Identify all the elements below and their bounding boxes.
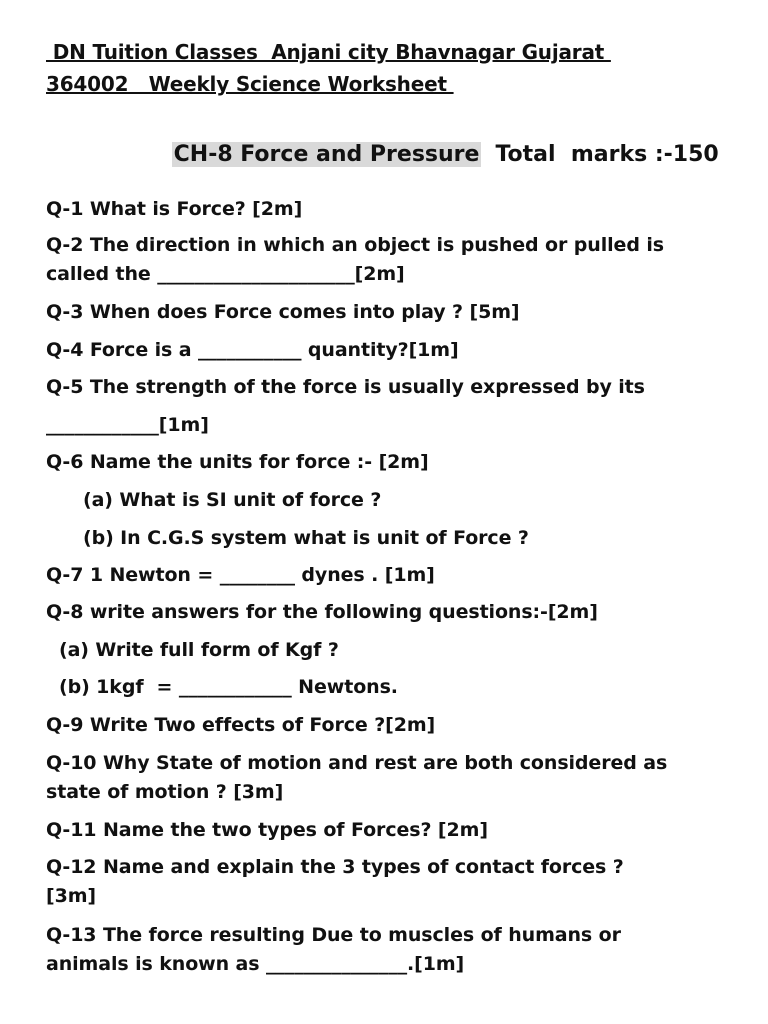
question-4: Q-4 Force is a ___________ quantity?[1m] [46, 339, 459, 361]
question-1: Q-1 What is Force? [2m] [46, 198, 303, 220]
chapter-title: CH-8 Force and Pressure [173, 142, 480, 167]
question-7: Q-7 1 Newton = ________ dynes . [1m] [46, 564, 435, 586]
question-12-line-1: Q-12 Name and explain the 3 types of contact forces ? [46, 856, 624, 878]
header-worksheet: 364002 Weekly Science Worksheet [46, 72, 454, 96]
question-12-line-2: [3m] [46, 885, 96, 907]
question-3: Q-3 When does Force comes into play ? [5m] [46, 301, 520, 323]
question-6: Q-6 Name the units for force :- [2m] [46, 451, 429, 473]
question-13-line-1: Q-13 The force resulting Due to muscles of humans or [46, 924, 621, 946]
header-institute: DN Tuition Classes Anjani city Bhavnagar Gujarat [46, 40, 611, 64]
question-8: Q-8 write answers for the following questions:-[2m] [46, 601, 598, 623]
question-5-line-1: Q-5 The strength of the force is usually expressed by its [46, 376, 645, 398]
question-10-line-2: state of motion ? [3m] [46, 781, 284, 803]
question-2-line-1: Q-2 The direction in which an object is pushed or pulled is [46, 234, 664, 256]
question-8-part-b: (b) 1kgf = ____________ Newtons. [59, 676, 398, 698]
title-row [141, 110, 719, 200]
question-6-part-a: (a) What is SI unit of force ? [83, 489, 382, 511]
question-13-line-2: animals is known as _______________.[1m] [46, 953, 465, 975]
question-6-part-b: (b) In C.G.S system what is unit of Force ? [83, 527, 529, 549]
total-marks: Total marks :-150 [495, 142, 719, 167]
question-11: Q-11 Name the two types of Forces? [2m] [46, 819, 488, 841]
question-5-line-2: ____________[1m] [46, 414, 209, 436]
question-8-part-a: (a) Write full form of Kgf ? [59, 639, 339, 661]
question-2-line-2: called the _____________________[2m] [46, 263, 405, 285]
question-10-line-1: Q-10 Why State of motion and rest are both considered as [46, 752, 668, 774]
question-9: Q-9 Write Two effects of Force ?[2m] [46, 714, 436, 736]
